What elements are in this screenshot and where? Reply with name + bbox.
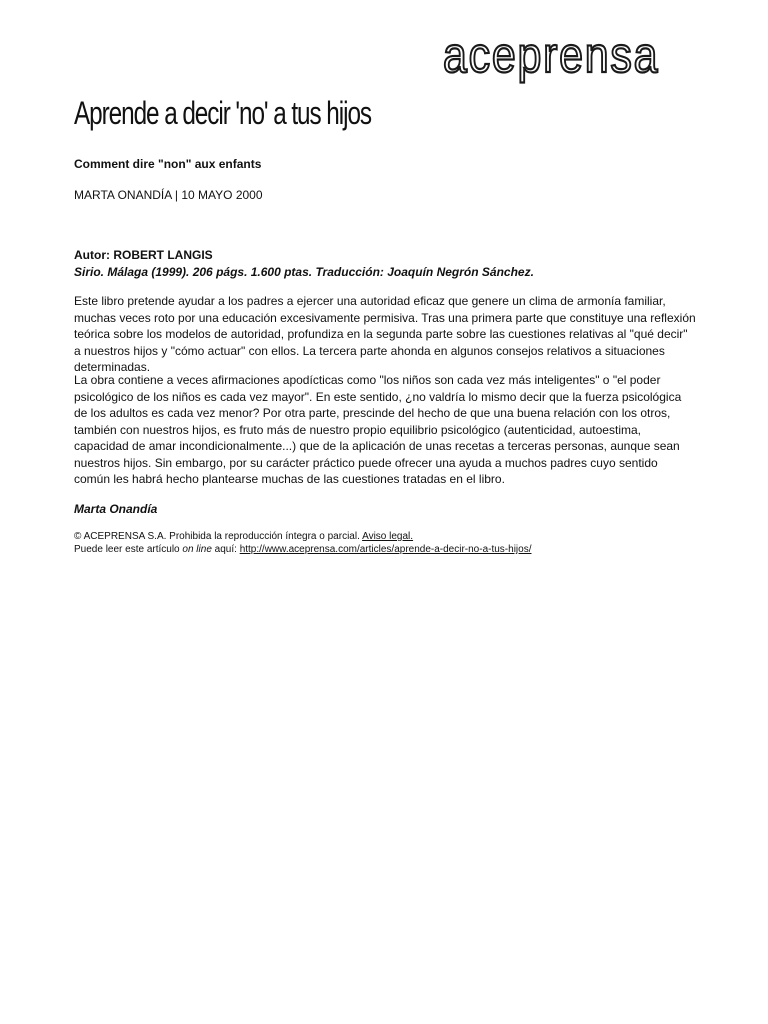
- copyright-text: © ACEPRENSA S.A. Prohibida la reproducción íntegra o parcial.: [74, 531, 360, 542]
- article-url-link[interactable]: http://www.aceprensa.com/articles/aprende-a-decir-no-a-tus-hijos/: [239, 544, 532, 555]
- aceprensa-logo: aceprensa: [443, 27, 660, 83]
- book-author: Autor: ROBERT LANGIS: [74, 248, 213, 262]
- article-byline: MARTA ONANDÍA | 10 MAYO 2000: [74, 188, 263, 202]
- online-suffix: aquí:: [214, 544, 237, 555]
- article-title: Aprende a decir 'no' a tus hijos: [74, 95, 372, 131]
- article-paragraph-1: Este libro pretende ayudar a los padres a ejercer una autoridad eficaz que genere un clima de armonía familiar, muchas veces roto por una educación excesivamente permisiva. Tras una primera parte que constituye una reflexión teórica sobre los modelos de autoridad, profundiza en la segunda parte sobre las cuestiones relativas al "qué decir" a nuestros hijos y "cómo actuar" con ellos. La tercera parte ahonda en algunos consejos relativos a situaciones determinadas.: [74, 294, 696, 374]
- article-signature: Marta Onandía: [74, 502, 158, 516]
- copyright-line: [74, 530, 694, 543]
- online-line: [74, 543, 694, 556]
- legal-notice-link[interactable]: Aviso legal.: [362, 531, 414, 542]
- online-emphasis: on line: [182, 544, 212, 555]
- book-publication-info: Sirio. Málaga (1999). 206 págs. 1.600 ptas. Traducción: Joaquín Negrón Sánchez.: [74, 265, 534, 279]
- online-prefix: Puede leer este artículo: [74, 544, 180, 555]
- article-subtitle: Comment dire "non" aux enfants: [74, 157, 262, 171]
- footer: [74, 530, 694, 556]
- article-paragraph-2: La obra contiene a veces afirmaciones apodícticas como "los niños son cada vez más inteligentes" o "el poder psicológico de los niños es cada vez mayor". En este sentido, ¿no valdría lo mismo decir que la fuerza psicológica de los adultos es cada vez menor? Por otra parte, prescinde del hecho de que una buena relación con los otros, también con nuestros hijos, es fruto más de nuestro propio equilibrio psicológico (autenticidad, autoestima, capacidad de amar incondicionalmente...) que de la aplicación de unas recetas a terceras personas, aunque sean nuestros hijos. Sin embargo, por su carácter práctico puede ofrecer una ayuda a muchos padres cuyo sentido común les habrá hecho plantearse muchas de las cuestiones tratadas en el libro.: [74, 373, 682, 486]
